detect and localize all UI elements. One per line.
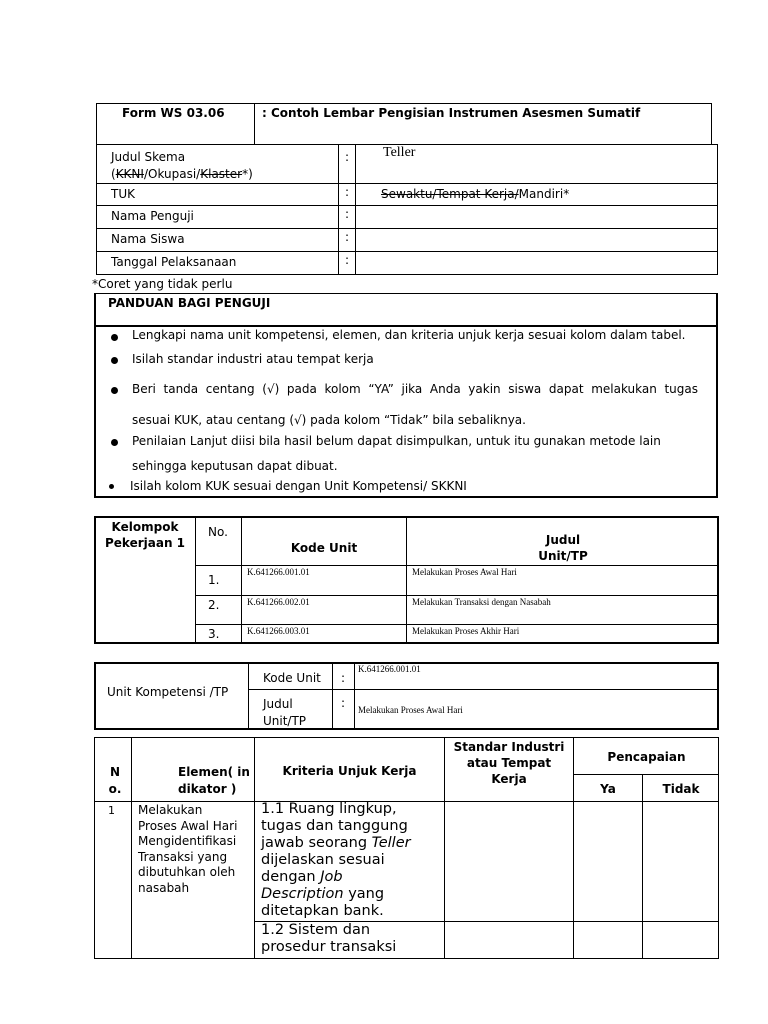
guide-item-4a: Penilaian Lanjut diisi bila hasil belum dapat disimpulkan, untuk itu gunakan metode lain bbox=[132, 434, 661, 448]
kuk-line: 1.1 Ruang lingkup, bbox=[261, 801, 397, 817]
h-no-line: o. bbox=[108, 782, 122, 796]
tuk-colon: : bbox=[345, 185, 350, 199]
kuk-line: tugas dan tanggung bbox=[261, 818, 408, 834]
kode-header: Kode Unit bbox=[290, 541, 358, 555]
h-standar-line: Kerja bbox=[491, 772, 527, 786]
detail-col-line bbox=[332, 662, 333, 730]
guide-item-2: Isilah standar industri atau tempat kerja bbox=[132, 352, 374, 366]
skema-paren: ( bbox=[111, 167, 116, 181]
elemen-line: Proses Awal Hari bbox=[138, 818, 238, 833]
guide-title: PANDUAN BAGI PENGUJI bbox=[108, 296, 271, 310]
guide-divider bbox=[94, 325, 718, 327]
bullet-icon bbox=[109, 484, 114, 489]
elemen-line: Transaksi yang bbox=[138, 849, 228, 864]
kuk-line: 1.2 Sistem dan bbox=[261, 922, 371, 938]
judul-header-line: Judul bbox=[545, 533, 581, 547]
detail-row-line bbox=[248, 689, 719, 690]
assess-col-line bbox=[573, 737, 574, 959]
bullet-icon bbox=[111, 357, 118, 364]
tanggal-label: Tanggal Pelaksanaan bbox=[111, 255, 237, 269]
header-divider bbox=[254, 103, 255, 145]
kode-unit-label: Kode Unit bbox=[263, 671, 321, 685]
h-no-line: N bbox=[109, 765, 121, 779]
skema-value[interactable]: Teller bbox=[383, 145, 416, 160]
judul-unit-colon: : bbox=[341, 696, 346, 710]
form-code: Form WS 03.06 bbox=[122, 106, 225, 120]
skema-star: *) bbox=[242, 167, 253, 181]
siswa-label: Nama Siswa bbox=[111, 232, 185, 246]
guide-item-3b: sesuai KUK, atau centang (√) pada kolom “Tidak” bila sebaliknya. bbox=[132, 413, 526, 427]
judul-unit-value: Melakukan Proses Awal Hari bbox=[358, 705, 463, 715]
assess-row-line bbox=[573, 774, 719, 775]
tuk-value-struck: Sewaktu/Tempat Kerja/ bbox=[381, 187, 519, 201]
judul-unit-label-line: Unit/TP bbox=[263, 714, 307, 728]
h-standar-line: atau Tempat bbox=[466, 756, 552, 770]
group-label-line: Pekerjaan 1 bbox=[104, 536, 186, 550]
tanggal-colon: : bbox=[345, 253, 350, 267]
h-standar bbox=[445, 739, 573, 787]
unit-row-judul: Melakukan Proses Awal Hari bbox=[412, 567, 517, 577]
kuk-2 bbox=[261, 922, 396, 956]
penguji-label: Nama Penguji bbox=[111, 209, 194, 223]
skema-colon: : bbox=[345, 150, 350, 164]
h-elemen-line: Elemen( in bbox=[178, 765, 250, 779]
info-row-line bbox=[96, 205, 718, 206]
h-kuk: Kriteria Unjuk Kerja bbox=[282, 764, 417, 778]
guide-item-3a: Beri tanda centang (√) pada kolom “YA” jika Anda yakin siswa dapat melakukan tugas bbox=[132, 382, 698, 396]
unit-row-kode: K.641266.001.01 bbox=[247, 567, 310, 577]
group-label bbox=[96, 519, 194, 551]
kuk-1 bbox=[261, 801, 411, 920]
kuk-text: dengan bbox=[261, 869, 321, 885]
judul-unit-label-line: Judul bbox=[263, 697, 293, 711]
kuk-line: ditetapkan bank. bbox=[261, 903, 384, 919]
kuk-line bbox=[261, 869, 411, 886]
kuk-italic: Description bbox=[261, 886, 344, 902]
ya-checkbox[interactable] bbox=[575, 923, 641, 957]
ya-checkbox[interactable] bbox=[575, 803, 641, 919]
standar-cell[interactable] bbox=[446, 803, 572, 957]
skema-label-sub bbox=[111, 167, 253, 181]
bullet-icon bbox=[111, 334, 118, 341]
footnote: *Coret yang tidak perlu bbox=[92, 277, 233, 291]
unit-row-kode: K.641266.003.01 bbox=[247, 626, 310, 636]
tuk-value[interactable] bbox=[381, 187, 569, 201]
guide-item-1: Lengkapi nama unit kompetensi, elemen, dan kriteria unjuk kerja sesuai kolom dalam tabel. bbox=[132, 328, 686, 342]
skema-okupasi: /Okupasi/ bbox=[143, 167, 201, 181]
bullet-icon bbox=[111, 387, 118, 394]
h-tidak: Tidak bbox=[662, 782, 700, 796]
info-row-line bbox=[96, 183, 718, 184]
kode-unit-value: K.641266.001.01 bbox=[358, 664, 421, 674]
kuk-text: jawab seorang bbox=[261, 835, 372, 851]
unit-row-line bbox=[195, 595, 719, 596]
kuk-line bbox=[261, 835, 411, 852]
kuk-line: dijelaskan sesuai bbox=[261, 852, 385, 868]
tuk-value-mandiri: Mandiri* bbox=[518, 187, 570, 201]
info-col-divider-2 bbox=[355, 144, 356, 275]
bullet-icon bbox=[111, 439, 118, 446]
h-pencapaian: Pencapaian bbox=[607, 750, 686, 764]
h-ya: Ya bbox=[600, 782, 616, 796]
unit-row-line bbox=[195, 565, 719, 566]
elemen-line: dibutuhkan oleh bbox=[138, 865, 236, 879]
h-elemen bbox=[178, 764, 250, 798]
siswa-colon: : bbox=[345, 230, 350, 244]
form-title: : Contoh Lembar Pengisian Instrumen Asesmen Sumatif bbox=[262, 106, 641, 120]
kuk-line: prosedur transaksi bbox=[261, 939, 397, 955]
h-no bbox=[104, 764, 126, 798]
kuk-italic: Teller bbox=[371, 835, 411, 851]
kuk-line bbox=[261, 886, 411, 903]
assess-row-line bbox=[573, 921, 719, 922]
detail-col-line bbox=[354, 662, 355, 730]
detail-col-line bbox=[248, 662, 249, 730]
tidak-checkbox[interactable] bbox=[644, 923, 718, 957]
elemen-line: Melakukan bbox=[138, 803, 203, 817]
row-no: 1 bbox=[108, 804, 115, 817]
info-row-line bbox=[96, 228, 718, 229]
no-header: No. bbox=[208, 525, 228, 539]
unit-row-judul: Melakukan Transaksi dengan Nasabah bbox=[412, 597, 551, 607]
penguji-colon: : bbox=[345, 207, 350, 221]
kuk-text: yang bbox=[343, 886, 385, 902]
unit-row-no: 3. bbox=[208, 627, 220, 641]
kode-unit-colon: : bbox=[341, 671, 346, 685]
judul-header bbox=[407, 532, 719, 564]
skema-kkni: KKNI bbox=[115, 167, 144, 181]
elemen-line: Mengidentifikasi bbox=[138, 834, 237, 848]
unit-row-no: 2. bbox=[208, 598, 220, 612]
unit-row-line bbox=[195, 624, 719, 625]
guide-item-5: Isilah kolom KUK sesuai dengan Unit Kompetensi/ SKKNI bbox=[130, 479, 467, 493]
skema-label: Judul Skema bbox=[111, 150, 186, 164]
judul-header-line: Unit/TP bbox=[538, 549, 588, 563]
unit-row-kode: K.641266.002.01 bbox=[247, 597, 310, 607]
tuk-label: TUK bbox=[111, 187, 135, 201]
skema-klaster: Klaster bbox=[200, 167, 243, 181]
unit-row-no: 1. bbox=[208, 573, 220, 587]
tidak-checkbox[interactable] bbox=[644, 803, 718, 919]
h-standar-line: Standar Industri bbox=[453, 740, 565, 754]
h-elemen-line: dikator ) bbox=[178, 782, 237, 796]
elemen-text bbox=[138, 803, 237, 896]
judul-unit-label bbox=[263, 696, 306, 730]
unit-detail-label: Unit Kompetensi /TP bbox=[107, 685, 229, 699]
unit-row-judul: Melakukan Proses Akhir Hari bbox=[412, 626, 520, 636]
group-label-line: Kelompok bbox=[111, 520, 179, 534]
kuk-italic: Job bbox=[320, 869, 343, 885]
guide-item-4b: sehingga keputusan dapat dibuat. bbox=[132, 459, 338, 473]
assess-col-line bbox=[131, 737, 132, 959]
info-col-divider-1 bbox=[338, 144, 339, 275]
elemen-line: nasabah bbox=[138, 880, 190, 895]
info-row-line bbox=[96, 251, 718, 252]
